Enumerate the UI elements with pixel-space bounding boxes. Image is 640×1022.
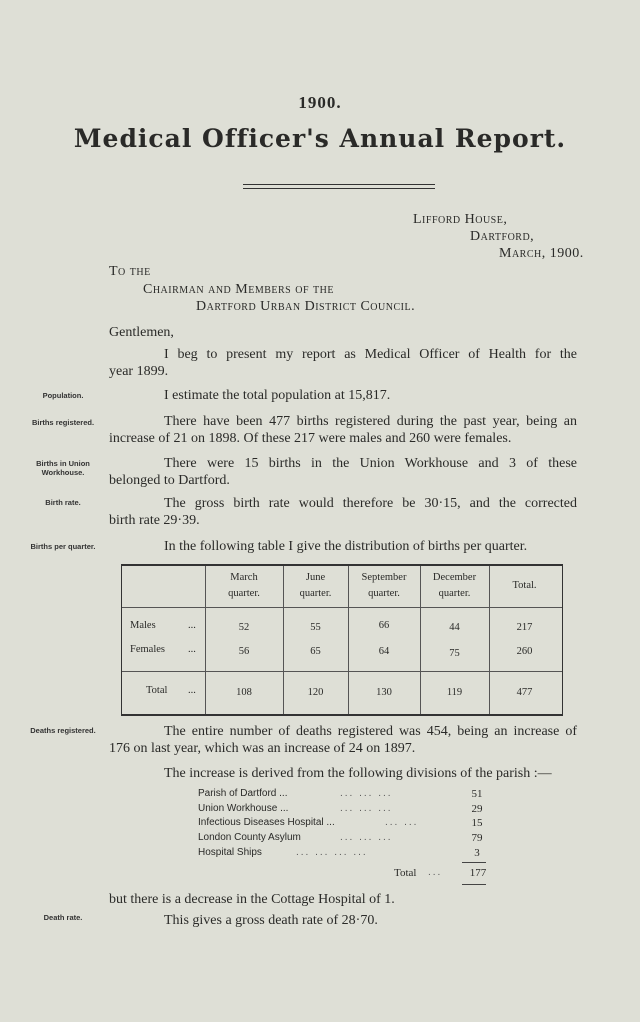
table-cell: 260 [516, 646, 533, 657]
table-row-label-females: Females [130, 644, 165, 655]
deathrate-paragraph: This gives a gross death rate of 28·70. [164, 913, 378, 928]
table-cell: 119 [446, 687, 463, 698]
table-cell: 217 [516, 622, 533, 633]
table-cell: 52 [238, 622, 250, 633]
table-header-september: September quarter. [361, 572, 407, 599]
quarter-paragraph: In the following table I give the distribution of births per quarter. [164, 539, 528, 554]
sidenote-births-workhouse: Births in Union Workhouse. [36, 459, 90, 477]
salutation-greeting: Gentlemen, [109, 325, 174, 340]
workhouse-paragraph [109, 455, 577, 489]
sidenote-deaths-registered: Deaths registered. [30, 726, 96, 735]
table-row-label-total: Total [146, 685, 168, 696]
table-row-dots: ... [188, 685, 196, 696]
sum-rule [462, 862, 486, 863]
births-line-2: increase of 21 on 1898. Of these 217 were males and 260 were females. [109, 431, 512, 446]
sum-rule [462, 884, 486, 885]
deaths-paragraph [109, 723, 577, 757]
decrease-paragraph: but there is a decrease in the Cottage Hospital of 1. [109, 892, 395, 907]
table-header-march: March quarter. [228, 572, 260, 599]
report-title: Medical Officer's Annual Report. [73, 124, 567, 153]
table-header-december: December quarter. [432, 572, 477, 599]
workhouse-line-1: There were 15 births in the Union Workhouse and 3 of these [164, 456, 577, 471]
workhouse-line-2: belonged to Dartford. [109, 473, 230, 488]
table-cell: 55 [310, 622, 321, 633]
table-cell: 120 [307, 687, 324, 698]
table-row-label-males: Males [130, 620, 156, 631]
salutation-addressee-1: Chairman and Members of the [143, 282, 334, 297]
table-cell: 64 [378, 646, 390, 657]
address-line-2: Dartford, [470, 229, 535, 244]
table-cell: 44 [449, 622, 460, 633]
population-paragraph: I estimate the total population at 15,817. [164, 388, 391, 403]
sidenote-birth-rate: Birth rate. [45, 498, 81, 507]
deaths-line-2: 176 on last year, which was an increase of 24 on 1897. [109, 741, 416, 756]
sidenote-births-per-quarter: Births per quarter. [30, 542, 96, 551]
salutation-to: To the [109, 264, 151, 279]
title-rule-top [243, 184, 435, 185]
intro-paragraph [109, 346, 577, 380]
table-row-dots: ... [188, 620, 196, 631]
births-line-1: There have been 477 births registered during the past year, being an [164, 414, 577, 429]
table-cell: 130 [376, 687, 392, 698]
intro-line-1: I beg to present my report as Medical Officer of Health for the [164, 347, 577, 362]
birthrate-paragraph [109, 495, 577, 529]
table-cell: 56 [238, 646, 250, 657]
report-year: 1900. [298, 93, 342, 112]
table-cell: 75 [449, 648, 460, 659]
table-cell: 477 [516, 687, 533, 698]
birthrate-line-2: birth rate 29·39. [109, 513, 200, 528]
birthrate-line-1: The gross birth rate would therefore be 30·15, and the corrected [164, 496, 577, 511]
address-line-1: Lifford House, [413, 212, 508, 227]
intro-line-2: year 1899. [109, 364, 169, 379]
sidenote-population: Population. [42, 391, 84, 400]
address-date: March, 1900. [499, 246, 584, 261]
table-header-june: June quarter. [299, 572, 332, 599]
salutation-addressee-2: Dartford Urban District Council. [196, 299, 416, 314]
births-per-quarter-table [121, 564, 563, 716]
report-page: 1900. Medical Officer's Annual Report. Lifford House, Dartford, March, 1900. To the Chairman and Members of the Dartford Urban District Council. Gentlemen, I beg to present my report as Medical Officer of Health for the year 1899. Population. I estimate the total population at 15,817. Births registered. There have been 477 births registered during the past year, being an increase of 21 on 1898. Of these 217 were males and 260 were females. Births in Union Workhouse. There were 15 births in the Union Workhouse and 3 of these belonged to Dartford. Birth rate. The gross birth rate would therefore be 30·15, and the corrected birth rate 29·39. Births per quarter. In the following table I give the distribution of births per quarter. March quarter. June quarter. September quarter. December quarter. Total. Males ... 52 55 66 44 217 Females ... 56 65 64 75 260 Total ... 108 120 130 119 477 Deaths registered. The entire number of deaths registered was 454, being an increase of 176 on last year, which was an increase of 24 on 1897. The increase is derived from the following divisions of the parish :— Parish of Dartford ... ... ... ... 51 Union Workhouse ... ... ... ... 29 Infectious Diseases Hospital ... ... ... 15 London County Asylum ... ... ... 79 Hospital Ships ... ... ... ... 3 Total ... 177 but there is a decrease in the Cottage Hospital of 1. Death rate. This gives a gross death rate of 28·70. [0, 0, 640, 1022]
table-cell: 65 [310, 646, 321, 657]
table-row-dots: ... [188, 644, 196, 655]
increase-paragraph: The increase is derived from the following divisions of the parish :— [164, 766, 552, 781]
sidenote-births-registered: Births registered. [31, 418, 95, 427]
table-cell: 66 [378, 620, 390, 631]
table-header-total: Total. [512, 580, 537, 591]
sidenote-death-rate: Death rate. [43, 913, 83, 922]
title-rule-bottom [243, 188, 435, 189]
table-cell: 108 [236, 687, 252, 698]
births-paragraph [109, 413, 577, 447]
deaths-line-1: The entire number of deaths registered was 454, being an increase of [164, 724, 577, 739]
